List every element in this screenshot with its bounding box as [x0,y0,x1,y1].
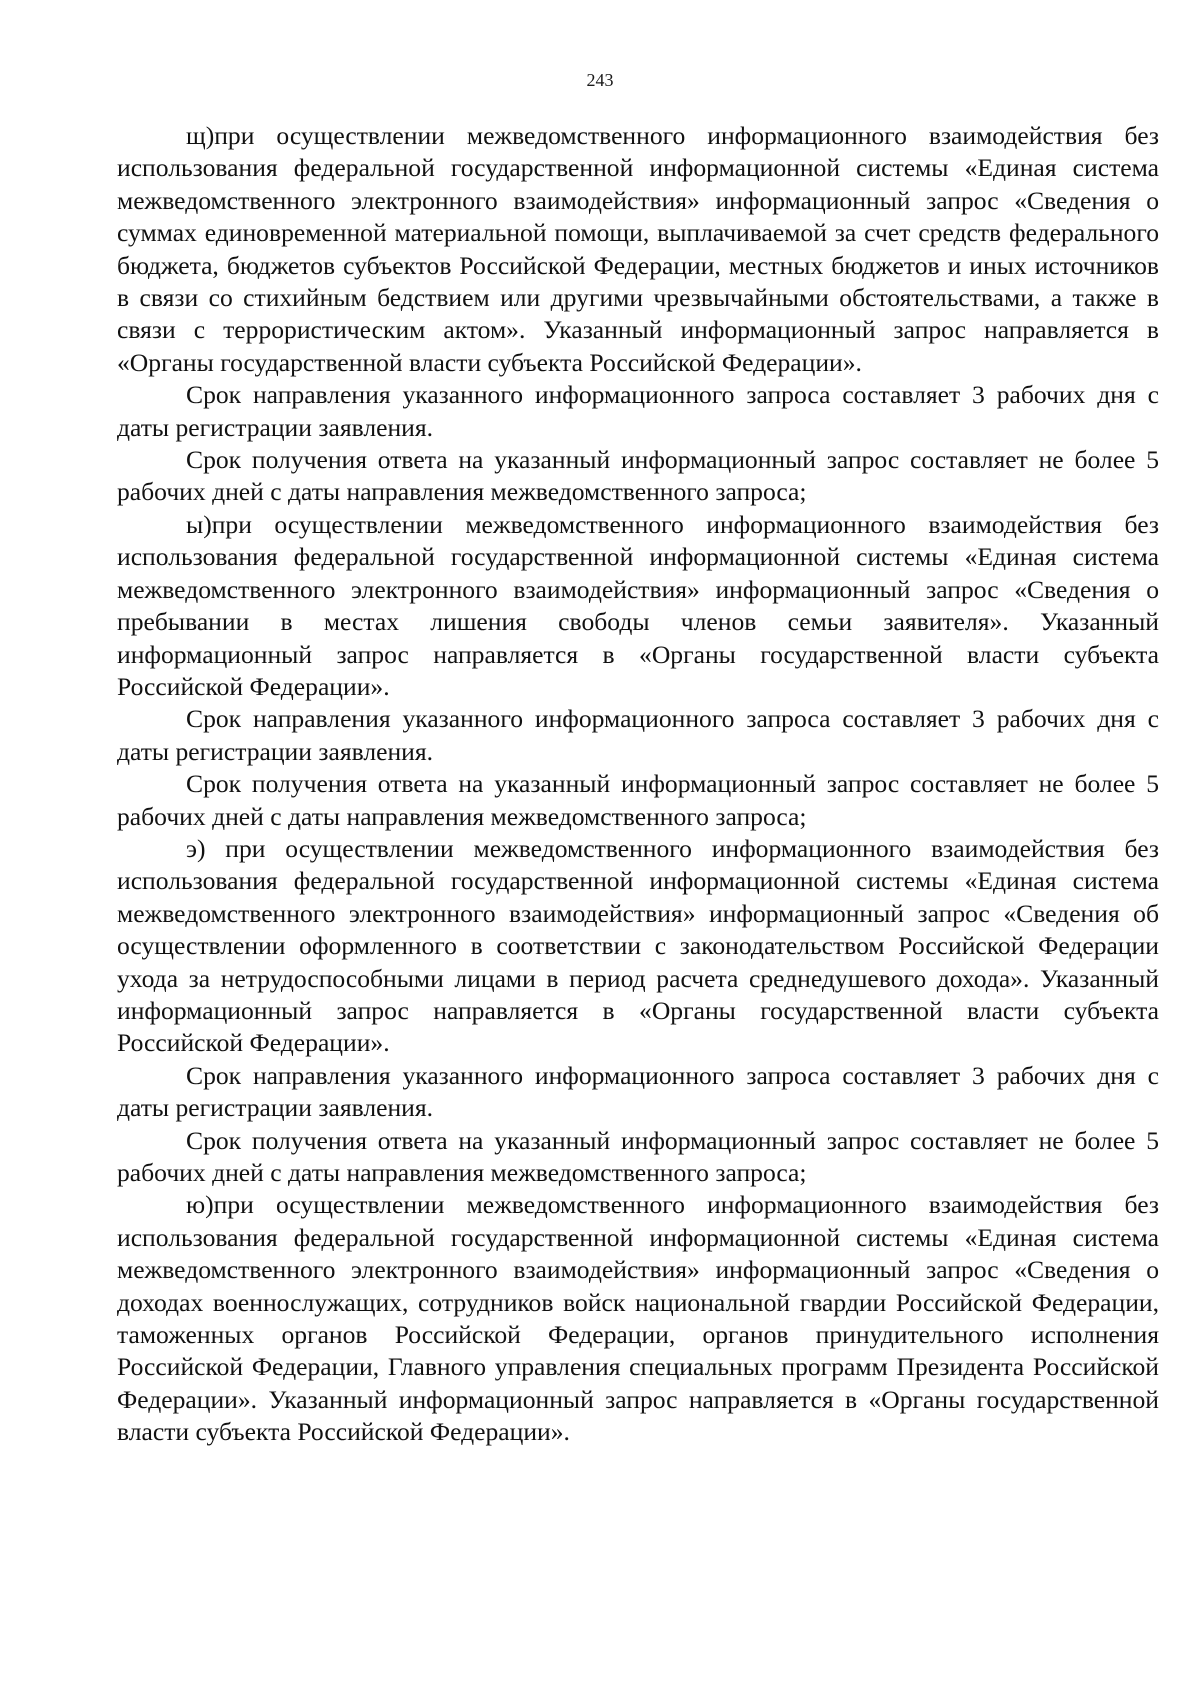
paragraph-deadline-send: Срок направления указанного информационного запроса составляет 3 рабочих дня с даты регистрации заявления. [117,1060,1159,1123]
paragraph-item-e: э) при осуществлении межведомственного информационного взаимодействия без использования федеральной государственной информационной системы «Единая система межведомственного электронного взаимодействия» информационный запрос «Сведения об осуществлении оформленного в соответствии с законодательством Российской Федерации ухода за нетрудоспособными лицами в период расчета среднедушевого дохода». Указанный информационный запрос направляется в «Органы государственной власти субъекта Российской Федерации». [117,833,1159,1058]
document-body [117,120,1159,1449]
paragraph-deadline-send: Срок направления указанного информационного запроса составляет 3 рабочих дня с даты регистрации заявления. [117,380,1159,442]
paragraph-deadline-response: Срок получения ответа на указанный информационный запрос составляет не более 5 рабочих дней с даты направления межведомственного запроса; [117,445,1159,507]
paragraph-deadline-response: Срок получения ответа на указанный информационный запрос составляет не более 5 рабочих дней с даты направления межведомственного запроса; [117,769,1159,831]
page-number: 243 [586,70,614,90]
paragraph-item-yu: ю)при осуществлении межведомственного информационного взаимодействия без использования федеральной государственной информационной системы «Единая система межведомственного электронного взаимодействия» информационный запрос «Сведения о доходах военнослужащих, сотрудников войск национальной гвардии Российской Федерации, таможенных органов Российской Федерации, органов принудительного исполнения Российской Федерации, Главного управления специальных программ Президента Российской Федерации». Указанный информационный запрос направляется в «Органы государственной власти субъекта Российской Федерации». [117,1190,1159,1447]
paragraph-deadline-send: Срок направления указанного информационного запроса составляет 3 рабочих дня с даты регистрации заявления. [117,704,1159,766]
paragraph-item-shcha: щ)при осуществлении межведомственного информационного взаимодействия без использования федеральной государственной информационной системы «Единая система межведомственного электронного взаимодействия» информационный запрос «Сведения о суммах единовременной материальной помощи, выплачиваемой за счет средств федерального бюджета, бюджетов субъектов Российской Федерации, местных бюджетов и иных источников в связи со стихийным бедствием или другими чрезвычайными обстоятельствами, а также в связи с террористическим актом». Указанный информационный запрос направляется в «Органы государственной власти субъекта Российской Федерации». [117,121,1159,377]
paragraph-deadline-response: Срок получения ответа на указанный информационный запрос составляет не более 5 рабочих дней с даты направления межведомственного запроса; [117,1125,1159,1187]
paragraph-item-yery: ы)при осуществлении межведомственного информационного взаимодействия без использования федеральной государственной информационной системы «Единая система межведомственного электронного взаимодействия» информационный запрос «Сведения о пребывании в местах лишения свободы членов семьи заявителя». Указанный информационный запрос направляется в «Органы государственной власти субъекта Российской Федерации». [117,509,1159,701]
